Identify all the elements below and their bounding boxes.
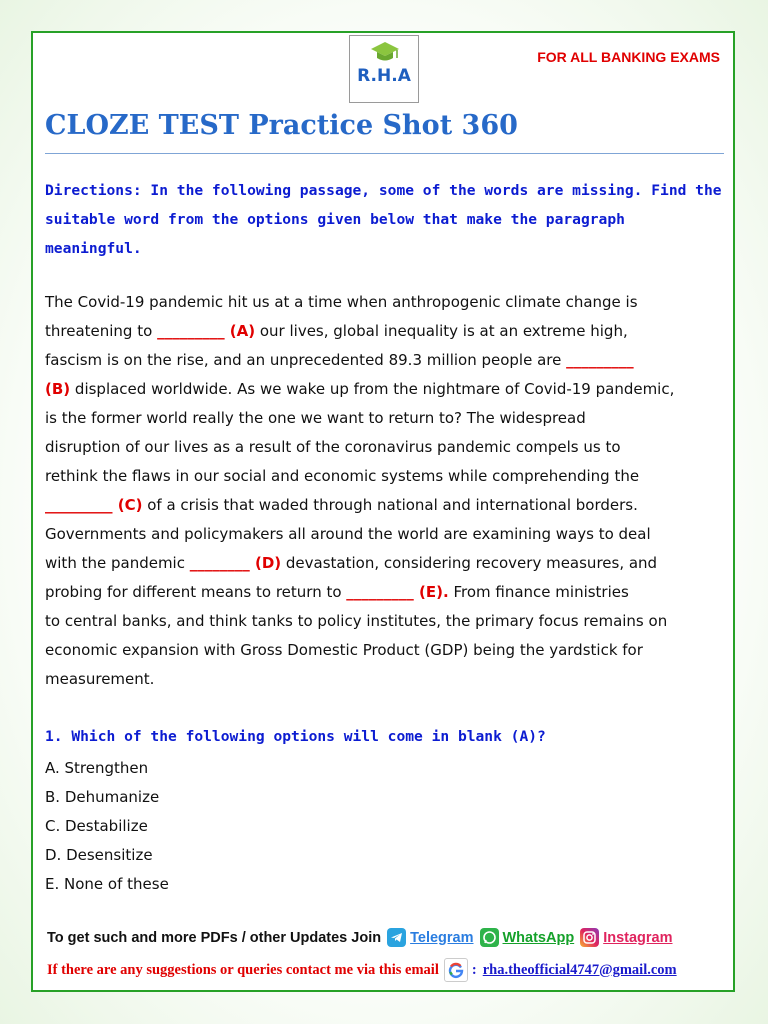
passage [45, 288, 725, 694]
option-list [45, 754, 169, 899]
passage-line [45, 491, 725, 520]
passage-blank: (B) [45, 380, 71, 398]
passage-text: probing for different means to return to [45, 583, 347, 601]
exam-banner: FOR ALL BANKING EXAMS [537, 49, 720, 65]
option-d[interactable]: D. Desensitize [45, 846, 153, 864]
passage-text: rethink the flaws in our social and economic systems while comprehending the [45, 467, 640, 485]
whatsapp-link[interactable]: WhatsApp [502, 929, 575, 946]
contact-text: If there are any suggestions or queries contact me via this email [47, 961, 439, 978]
passage-line [45, 346, 725, 375]
google-icon [444, 958, 468, 982]
rha-logo [349, 35, 419, 103]
option-b[interactable]: B. Dehumanize [45, 788, 160, 806]
title-divider [45, 153, 724, 154]
option-c[interactable]: C. Destabilize [45, 817, 148, 835]
passage-text: fascism is on the rise, and an unprecedented 89.3 million people are [45, 351, 567, 369]
option-a[interactable]: A. Strengthen [45, 759, 149, 777]
instagram-icon [580, 928, 599, 947]
passage-line [45, 433, 725, 462]
passage-blank: _________ [566, 351, 634, 369]
passage-text: From finance ministries [448, 583, 629, 601]
passage-blank: _________ (C) [45, 496, 143, 514]
passage-text: economic expansion with Gross Domestic Product (GDP) being the yardstick for [45, 641, 643, 659]
passage-line [45, 607, 725, 636]
passage-line [45, 288, 725, 317]
passage-line [45, 578, 725, 607]
passage-line [45, 636, 725, 665]
graduation-cap-icon [370, 40, 400, 64]
passage-text: is the former world really the one we want to return to? The widespread [45, 409, 586, 427]
logo-text: R.H.A [357, 66, 411, 86]
passage-line [45, 665, 725, 694]
passage-text: Governments and policymakers all around the world are examining ways to deal [45, 525, 651, 543]
social-footer [47, 928, 673, 947]
join-text: To get such and more PDFs / other Updates Join [47, 929, 382, 946]
passage-text: displaced worldwide. As we wake up from the nightmare of Covid-19 pandemic, [70, 380, 675, 398]
whatsapp-icon [480, 928, 499, 947]
passage-blank: _________ (E). [346, 583, 449, 601]
passage-text: of a crisis that waded through national and international borders. [142, 496, 638, 514]
passage-blank: _________ (A) [157, 322, 256, 340]
passage-text: with the pandemic [45, 554, 190, 572]
contact-footer [47, 958, 677, 982]
directions-text: Directions: In the following passage, some of the words are missing. Find the suitable word from the options given below that make the paragraph meaningful. [45, 182, 722, 257]
passage-text: our lives, global inequality is at an extreme high, [255, 322, 628, 340]
telegram-icon [387, 928, 406, 947]
email-colon: : [471, 961, 477, 978]
passage-line [45, 404, 725, 433]
option-e[interactable]: E. None of these [45, 875, 169, 893]
passage-line [45, 549, 725, 578]
passage-line [45, 462, 725, 491]
telegram-link[interactable]: Telegram [410, 929, 474, 946]
passage-text: The Covid-19 pandemic hit us at a time when anthropogenic climate change is [45, 293, 638, 311]
passage-text: to central banks, and think tanks to policy institutes, the primary focus remains on [45, 612, 668, 630]
passage-blank: ________ (D) [189, 554, 282, 572]
passage-text: threatening to [45, 322, 158, 340]
passage-text: measurement. [45, 670, 155, 688]
passage-line [45, 317, 725, 346]
passage-line [45, 520, 725, 549]
question-text: 1. Which of the following options will come in blank (A)? [45, 728, 546, 745]
passage-text: disruption of our lives as a result of the coronavirus pandemic compels us to [45, 438, 621, 456]
email-link[interactable]: rha.theofficial4747@gmail.com [482, 961, 677, 978]
passage-line [45, 375, 725, 404]
passage-text: devastation, considering recovery measures, and [281, 554, 658, 572]
instagram-link[interactable]: Instagram [603, 929, 673, 946]
page-title: CLOZE TEST Practice Shot 360 [45, 110, 518, 141]
